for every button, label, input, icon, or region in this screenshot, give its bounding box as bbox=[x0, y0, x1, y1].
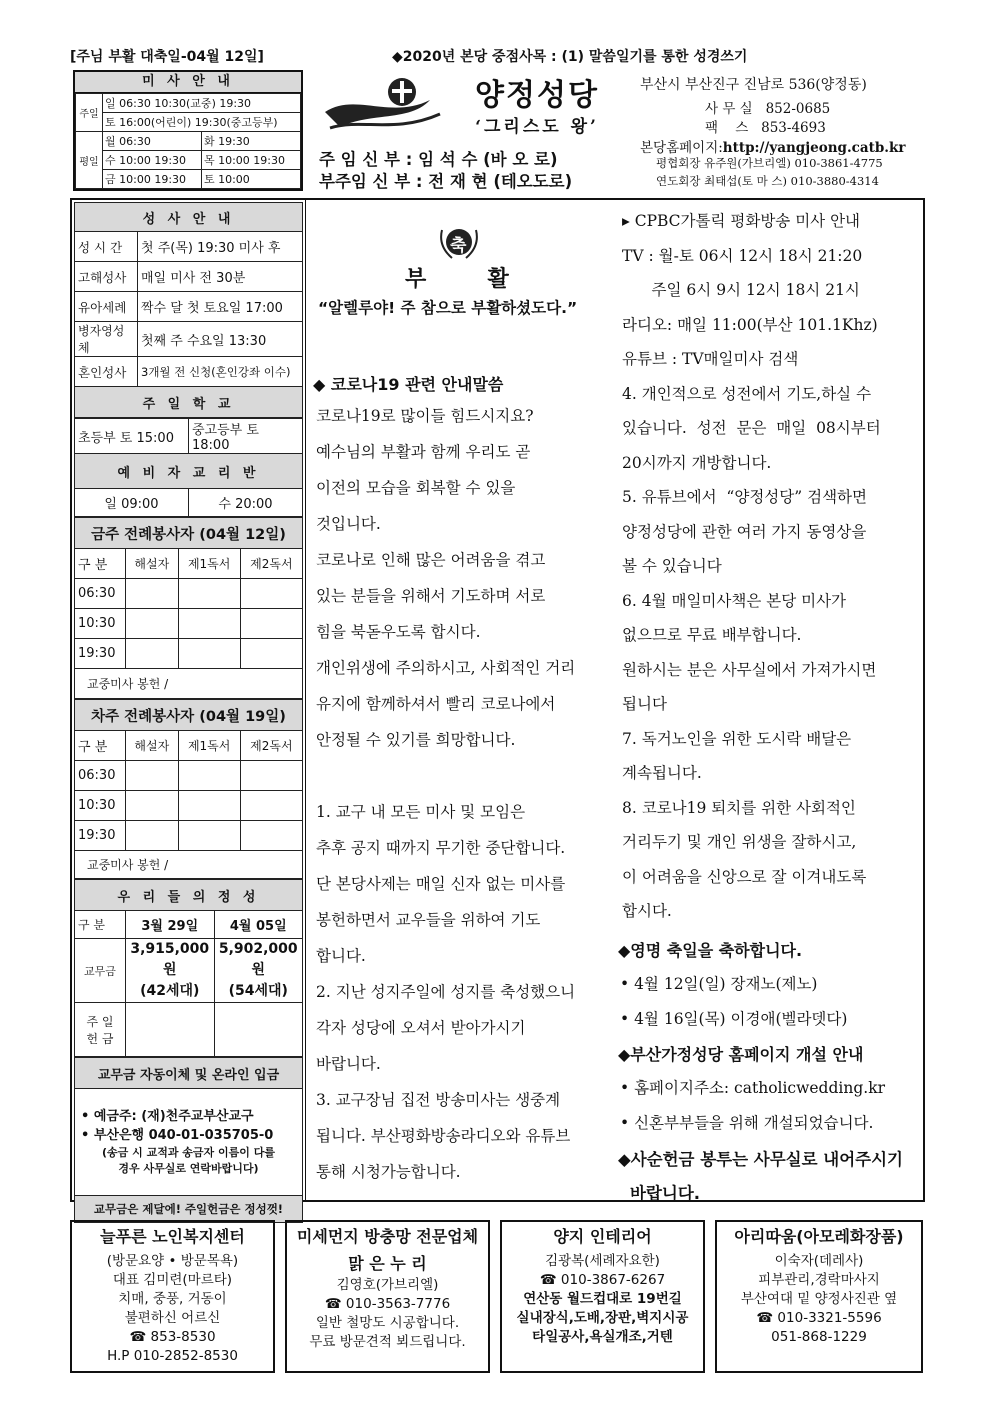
corona-line: 코로나19로 많이들 힘드시지요? bbox=[316, 407, 534, 425]
account-number: • 부산은행 040-01-035705-0 bbox=[81, 1128, 274, 1143]
ad-senior-center bbox=[70, 1220, 275, 1373]
ad-line: ☎ 853-8530 bbox=[129, 1329, 216, 1345]
servers-col: 해설자 bbox=[126, 549, 179, 579]
notice-line: 이 어려움을 신앙으로 잘 이겨내도록 bbox=[622, 867, 867, 886]
sunday-row-1: 일 06:30 10:30(교중) 19:30 bbox=[103, 94, 301, 113]
region-president: 연도회장 최태섭(토 마 스) 010-3880-4314 bbox=[656, 174, 879, 188]
corona-line: 바랍니다. bbox=[316, 1055, 381, 1073]
right-column-notices bbox=[622, 204, 922, 929]
notice-line: TV : 월-토 06시 12시 18시 21:20 bbox=[622, 246, 863, 265]
offering-value: 5,902,000원 (54세대) bbox=[214, 939, 303, 1003]
transfer-footer: 교무금은 제달에! 주일헌금은 정성껏! bbox=[75, 1196, 303, 1223]
easter-title: 부 활 bbox=[405, 266, 509, 292]
ad-title: 아리따움(아모레화장품) bbox=[734, 1227, 904, 1246]
offering-value: 3,915,000원 (42세대) bbox=[126, 939, 215, 1003]
servers-col: 구 분 bbox=[75, 731, 126, 761]
pastoral-theme: ◆2020년 본당 중점사목 : (1) 말씀일기를 통한 성경쓰기 bbox=[392, 49, 748, 65]
feast-line: • 4월 12일(일) 장재노(제노) bbox=[620, 975, 818, 993]
mass-schedule-title: 미 사 안 내 bbox=[75, 72, 301, 93]
servers-time: 19:30 bbox=[75, 821, 126, 851]
homepage-note: • 신혼부부들을 위해 개설되었습니다. bbox=[620, 1114, 874, 1132]
celebration-mark bbox=[436, 222, 482, 262]
corona-line: 추후 공지 때까지 무기한 중단합니다. bbox=[316, 839, 566, 857]
ad-line: ☎ 010-3563-7776 bbox=[324, 1296, 451, 1312]
envelope-heading-2: 바랍니다. bbox=[630, 1184, 701, 1203]
notice-line: 있습니다. 성전 문은 매일 08시부터 bbox=[622, 419, 881, 437]
corona-line: 개인위생에 주의하시고, 사회적인 거리 bbox=[316, 659, 576, 677]
corona-line: 안정될 수 있기를 희망합니다. bbox=[316, 731, 516, 749]
notice-line: 주일 6시 9시 12시 18시 21시 bbox=[622, 281, 860, 299]
sacrament-value: 3개월 전 신청(혼인강좌 이수) bbox=[138, 357, 303, 387]
ad-line: 연산동 월드컵대로 19번길 bbox=[523, 1291, 682, 1307]
weekday-thu: 목 10:00 19:30 bbox=[201, 151, 300, 170]
sacraments-title: 성 사 안 내 bbox=[75, 203, 303, 232]
ad-line: 실내장식,도배,장판,벽지시공 bbox=[516, 1310, 689, 1326]
ad-line: 치매, 중풍, 거동이 bbox=[118, 1291, 227, 1307]
pastor-line: 주 임 신 부 : 임 석 수 (바 오 로) bbox=[319, 150, 558, 169]
offering-date: 3월 29일 bbox=[126, 911, 215, 939]
corona-line: 단 본당사제는 매일 신자 없는 미사를 bbox=[316, 875, 566, 893]
sunday-school-table bbox=[74, 418, 303, 517]
weekday-tue: 화 19:30 bbox=[201, 132, 300, 151]
ad-line: 051-868-1229 bbox=[771, 1329, 867, 1345]
notice-line: 유튜브 : TV매일미사 검색 bbox=[622, 350, 799, 368]
transfer-note: 경우 사무실로 연락바랍니다) bbox=[118, 1162, 259, 1175]
servers-note: 교중미사 봉헌 / bbox=[75, 851, 303, 879]
notice-line: 원하시는 분은 사무실에서 가져가시면 bbox=[622, 660, 877, 679]
celebration-char: 축 bbox=[450, 236, 467, 256]
office-phone: 사 무 실 852-0685 bbox=[705, 101, 831, 117]
offerings-title: 우 리 들 의 정 성 bbox=[75, 880, 303, 911]
servers-col: 제2독서 bbox=[240, 731, 302, 761]
parish-address: 부산시 부산진구 진남로 536(양정동) bbox=[640, 77, 867, 93]
ad-line: 이숙자(데레사) bbox=[774, 1253, 864, 1269]
ad-line: 피부관리,경락마사지 bbox=[758, 1272, 880, 1288]
corona-line: 2. 지난 성지주일에 성지를 축성했으니 bbox=[316, 983, 576, 1001]
offering-row-label: 교무금 bbox=[75, 939, 126, 1003]
ad-line: ☎ 010-3321-5596 bbox=[756, 1310, 882, 1326]
servers-note: 교중미사 봉헌 / bbox=[75, 669, 303, 699]
ad-line: 맑 은 누 리 bbox=[348, 1254, 427, 1273]
servers-next-week-table bbox=[74, 699, 303, 879]
corona-line: 됩니다. 부산평화방송라디오와 유튜브 bbox=[316, 1127, 571, 1145]
weekday-label: 평일 bbox=[76, 132, 103, 189]
bulletin-header bbox=[70, 46, 926, 66]
weekday-mon: 월 06:30 bbox=[103, 132, 202, 151]
ad-line: 김영호(가브리엘) bbox=[336, 1277, 439, 1293]
sunday-label: 주일 bbox=[76, 94, 103, 132]
corona-line: 예수님의 부활과 함께 우리도 곧 bbox=[316, 443, 531, 461]
column-divider bbox=[305, 200, 306, 1200]
notice-line: 8. 코로나19 퇴치를 위한 사회적인 bbox=[622, 798, 856, 817]
parish-logo-icon bbox=[320, 72, 455, 142]
offering-date: 4월 05일 bbox=[214, 911, 303, 939]
homepage-line bbox=[640, 136, 905, 156]
corona-line: 있는 분들을 위해서 기도하며 서로 bbox=[316, 587, 546, 605]
sacrament-label: 유아세례 bbox=[75, 292, 138, 322]
feast-line: • 4월 16일(목) 이경애(벨라뎃다) bbox=[620, 1010, 848, 1028]
left-sidebar bbox=[74, 202, 303, 1223]
fax-number: 팩 스 853-4693 bbox=[705, 120, 826, 136]
sunday-row-2: 토 16:00(어린이) 19:30(중고등부) bbox=[103, 113, 301, 132]
corona-notice bbox=[316, 398, 614, 1190]
corona-line: 코로나로 인해 많은 어려움을 겪고 bbox=[316, 551, 546, 569]
servers-time: 19:30 bbox=[75, 639, 126, 669]
ad-title: 양지 인테리어 bbox=[553, 1227, 652, 1246]
servers-col: 제1독서 bbox=[178, 731, 240, 761]
notice-line: 5. 유튜브에서 “양정성당” 검색하면 bbox=[622, 488, 867, 506]
notice-line: 양정성당에 관한 여러 가지 동영상을 bbox=[622, 522, 867, 541]
notice-line: ▸ CPBC가톨릭 평화방송 미사 안내 bbox=[622, 212, 861, 230]
servers-col: 제1독서 bbox=[178, 549, 240, 579]
sacraments-table bbox=[74, 202, 303, 418]
sacrament-value: 첫째 주 수요일 13:30 bbox=[138, 322, 303, 357]
ad-interior bbox=[500, 1220, 705, 1373]
parish-subtitle: ‘그리스도 왕’ bbox=[475, 117, 599, 137]
corona-line: 통해 시청가능합니다. bbox=[316, 1163, 461, 1181]
sacrament-value: 첫 주(목) 19:30 미사 후 bbox=[138, 232, 303, 262]
corona-line: 합니다. bbox=[316, 947, 366, 965]
weekday-sat: 토 10:00 bbox=[201, 170, 300, 189]
notice-line: 라디오: 매일 11:00(부산 101.1Khz) bbox=[622, 315, 878, 334]
corona-line: 유지에 함께하셔서 빨리 코로나에서 bbox=[316, 695, 556, 713]
servers-col: 제2독서 bbox=[240, 549, 302, 579]
offering-row-label: 주 일 헌 금 bbox=[75, 1003, 126, 1057]
servers-time: 10:30 bbox=[75, 791, 126, 821]
homepage-heading: ◆부산가정성당 홈페이지 개설 안내 bbox=[618, 1045, 864, 1064]
servers-time: 10:30 bbox=[75, 609, 126, 639]
parish-logo bbox=[320, 72, 455, 142]
transfer-title: 교무금 자동이체 및 온라인 입금 bbox=[75, 1058, 303, 1089]
notice-line: 계속됩니다. bbox=[622, 764, 702, 782]
notice-line: 7. 독거노인을 위한 도시락 배달은 bbox=[622, 729, 852, 748]
notice-line: 6. 4월 매일미사책은 본당 미사가 bbox=[622, 591, 847, 610]
sacrament-label: 병자영성체 bbox=[75, 322, 138, 357]
middle-time: 중고등부 토 18:00 bbox=[189, 419, 303, 454]
ad-line: 대표 김미련(마르타) bbox=[112, 1272, 233, 1288]
corona-line: 1. 교구 내 모든 미사 및 모임은 bbox=[316, 803, 526, 821]
corona-line: 것입니다. bbox=[316, 515, 381, 533]
ad-title: 늘푸른 노인복지센터 bbox=[100, 1227, 245, 1246]
ad-line: 김광복(세례자요한) bbox=[545, 1253, 660, 1269]
offerings-table bbox=[74, 879, 303, 1057]
servers-this-week-table bbox=[74, 517, 303, 699]
notice-line: 됩니다 bbox=[622, 695, 667, 713]
transfer-details bbox=[75, 1089, 303, 1196]
corona-line: 힘을 북돋우도록 합시다. bbox=[316, 623, 481, 641]
corona-line: 3. 교구장님 집전 방송미사는 생중계 bbox=[316, 1091, 561, 1109]
servers-this-title: 금주 전례봉사자 (04월 12일) bbox=[75, 518, 303, 549]
corona-heading: ◆ 코로나19 관련 안내말씀 bbox=[313, 375, 504, 394]
corona-line: 이전의 모습을 회복할 수 있을 bbox=[316, 479, 516, 497]
envelope-heading: ◆사순헌금 봉투는 사무실로 내어주시기 bbox=[618, 1150, 903, 1169]
catechumen-title: 예 비 자 교 리 반 bbox=[75, 454, 303, 489]
sacrament-label: 고해성사 bbox=[75, 262, 138, 292]
feast-title: [주님 부활 대축일-04월 12일] bbox=[70, 49, 264, 65]
sacrament-label: 성 시 간 bbox=[75, 232, 138, 262]
homepage-address: • 홈페이지주소: catholicwedding.kr bbox=[620, 1079, 885, 1097]
ad-line: 불편하신 어르신 bbox=[124, 1310, 221, 1326]
notice-line: 없으므로 무료 배부합니다. bbox=[622, 626, 802, 644]
ad-line: H.P 010-2852-8530 bbox=[107, 1348, 238, 1364]
corona-line: 각자 성당에 오셔서 받아가시기 bbox=[316, 1019, 526, 1037]
council-president: 평협회장 유주원(가브리엘) 010-3861-4775 bbox=[656, 156, 883, 170]
servers-col: 구 분 bbox=[75, 549, 126, 579]
sacrament-value: 짝수 달 첫 토요일 17:00 bbox=[138, 292, 303, 322]
notice-line: 볼 수 있습니다 bbox=[622, 557, 722, 575]
weekday-fri: 금 10:00 19:30 bbox=[103, 170, 202, 189]
corona-line: 봉헌하면서 교우들을 위하여 기도 bbox=[316, 911, 541, 929]
notice-line: 거리두기 및 개인 위생을 잘하시고, bbox=[622, 833, 857, 851]
notice-line: 합시다. bbox=[622, 902, 672, 920]
servers-col: 해설자 bbox=[126, 731, 179, 761]
weekday-wed: 수 10:00 19:30 bbox=[103, 151, 202, 170]
elementary-time: 초등부 토 15:00 bbox=[75, 419, 189, 454]
ad-line: (방문요양 • 방문목욕) bbox=[106, 1253, 239, 1269]
transfer-note: (송금 시 교적과 송금자 이름이 다를 bbox=[102, 1146, 275, 1159]
easter-quote: “알렐루야! 주 참으로 부활하셨도다.” bbox=[318, 299, 578, 317]
transfer-table bbox=[74, 1057, 303, 1223]
account-holder: • 예금주: (재)천주교부산교구 bbox=[81, 1109, 254, 1124]
ad-line: 타일공사,욕실개조,거텐 bbox=[532, 1329, 673, 1345]
catechumen-wed: 수 20:00 bbox=[189, 489, 303, 517]
assistant-pastor-line: 부주임 신 부 : 전 재 현 (테오도로) bbox=[319, 172, 573, 191]
ad-cosmetics bbox=[715, 1220, 923, 1373]
servers-time: 06:30 bbox=[75, 761, 126, 791]
feast-heading: ◆영명 축일을 축하합니다. bbox=[618, 941, 803, 960]
ad-line: 무료 방문견적 뵈드립니다. bbox=[309, 1334, 466, 1350]
notice-line: 20시까지 개방합니다. bbox=[622, 453, 772, 472]
ad-title: 미세먼지 방충망 전문업체 bbox=[296, 1227, 479, 1246]
ad-line: 일반 철망도 시공합니다. bbox=[315, 1315, 460, 1331]
catechumen-sun: 일 09:00 bbox=[75, 489, 189, 517]
parish-name: 양정성당 bbox=[475, 78, 599, 113]
notice-line: 4. 개인적으로 성전에서 기도,하실 수 bbox=[622, 384, 872, 403]
ad-line: 부산여대 밑 양정사진관 옆 bbox=[740, 1291, 898, 1307]
homepage-label: 본당홈페이지: bbox=[640, 140, 723, 156]
mass-schedule-box bbox=[73, 70, 303, 191]
ad-line: ☎ 010-3867-6267 bbox=[539, 1272, 666, 1288]
corona-line bbox=[316, 758, 614, 794]
homepage-link[interactable]: http://yangjeong.catb.kr bbox=[722, 140, 906, 156]
ad-screen-maker bbox=[285, 1220, 490, 1373]
sacrament-label: 혼인성사 bbox=[75, 357, 138, 387]
servers-time: 06:30 bbox=[75, 579, 126, 609]
sacrament-value: 매일 미사 전 30분 bbox=[138, 262, 303, 292]
sunday-school-title: 주 일 학 교 bbox=[75, 387, 303, 418]
offerings-col0: 구 분 bbox=[75, 911, 126, 939]
servers-next-title: 차주 전례봉사자 (04월 19일) bbox=[75, 700, 303, 731]
